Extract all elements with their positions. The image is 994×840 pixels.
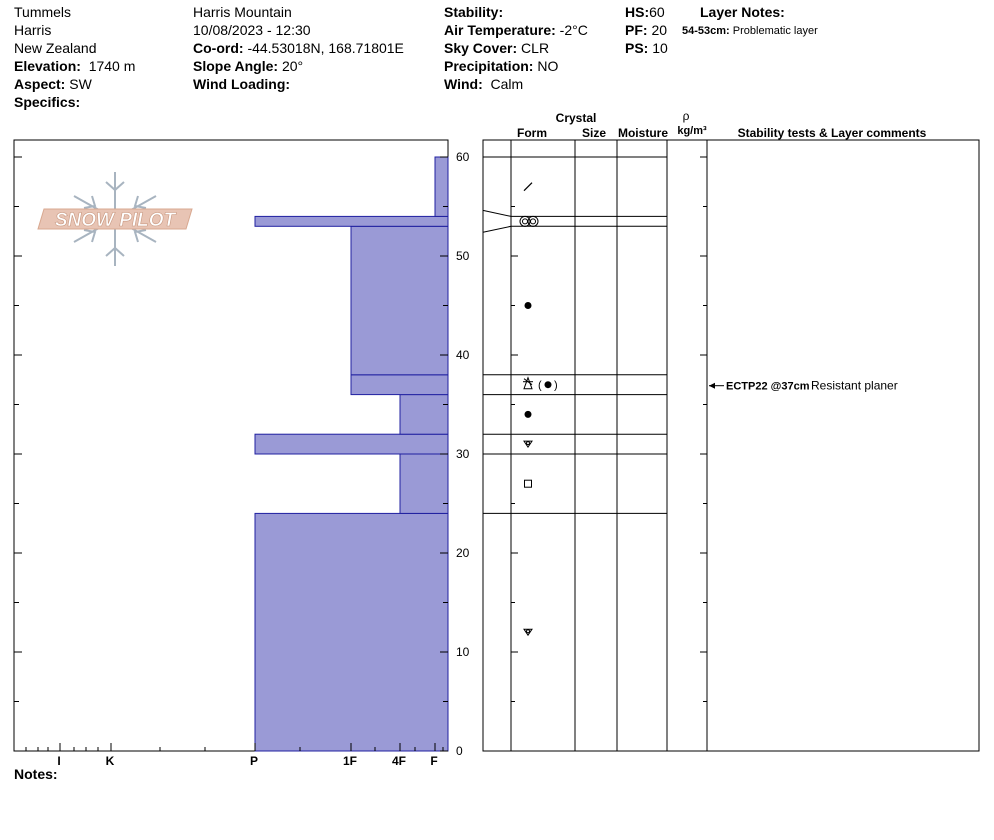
crystal-form-icon bbox=[525, 411, 532, 418]
hs-label: HS: bbox=[625, 4, 650, 20]
pf-value: 20 bbox=[651, 22, 668, 38]
location-name: Harris Mountain bbox=[193, 4, 292, 20]
notes-label: Notes: bbox=[14, 766, 58, 782]
slope-value: 20° bbox=[281, 58, 304, 74]
crystal-form-icon bbox=[523, 378, 558, 392]
hardness-bar bbox=[255, 513, 448, 751]
column-size: Size bbox=[581, 126, 607, 140]
crystal-form-icon bbox=[524, 441, 532, 447]
layer-connector bbox=[483, 210, 511, 216]
hardness-bars bbox=[255, 157, 448, 751]
column-crystal: Crystal bbox=[555, 111, 597, 125]
ps-label: PS: bbox=[625, 40, 649, 56]
country-name: New Zealand bbox=[14, 40, 97, 56]
observer-name: Tummels bbox=[14, 4, 72, 20]
stability-tests bbox=[709, 379, 898, 393]
layer-notes-label: Layer Notes: bbox=[700, 4, 785, 20]
hardness-tick-label: 1F bbox=[342, 754, 358, 768]
hardness-tick-label: I bbox=[57, 754, 61, 768]
crystal-form-icon bbox=[525, 302, 532, 309]
logo-text: SNOW PILOT bbox=[54, 210, 176, 231]
pf-label: PF: bbox=[625, 22, 648, 38]
layer-note-range: 54-53cm: bbox=[682, 25, 730, 37]
depth-tick-label: 40 bbox=[456, 348, 470, 362]
svg-text:): ) bbox=[554, 379, 558, 392]
stability-label: Stability: bbox=[444, 4, 504, 20]
depth-tick-label: 30 bbox=[456, 447, 470, 461]
specifics-label: Specifics: bbox=[14, 94, 81, 110]
aspect-value: SW bbox=[69, 76, 92, 92]
svg-text:(: ( bbox=[538, 379, 542, 392]
hardness-tick-label: P bbox=[249, 754, 259, 768]
wind-label: Wind: bbox=[444, 76, 483, 92]
sky-value: CLR bbox=[521, 40, 550, 56]
air-temp-value: -2°C bbox=[559, 22, 588, 38]
depth-tick-label: 60 bbox=[456, 150, 470, 164]
hardness-bar bbox=[400, 454, 448, 513]
crystal-form-icon bbox=[520, 216, 538, 226]
observation-datetime: 10/08/2023 - 12:30 bbox=[193, 22, 311, 38]
sky-label: Sky Cover: bbox=[444, 40, 518, 56]
elevation-label: Elevation: bbox=[14, 58, 81, 74]
hardness-bar bbox=[255, 434, 448, 454]
depth-tick-label: 0 bbox=[456, 744, 463, 758]
air-temp-label: Air Temperature: bbox=[444, 22, 556, 38]
hardness-bar bbox=[351, 375, 448, 395]
wind-value: Calm bbox=[490, 76, 524, 92]
precip-value: NO bbox=[537, 58, 559, 74]
stability-test-comment: Resistant planer bbox=[811, 378, 898, 393]
crystal-form-icon bbox=[525, 480, 532, 487]
arrow-icon bbox=[709, 383, 715, 389]
crystal-form-icon bbox=[524, 629, 532, 635]
hardness-tick-label: 4F bbox=[391, 754, 407, 768]
hardness-tick-label: K bbox=[105, 754, 115, 768]
depth-tick-label: 10 bbox=[456, 645, 470, 659]
hardness-bar bbox=[351, 226, 448, 374]
precip-label: Precipitation: bbox=[444, 58, 534, 74]
coord-value: -44.53018N, 168.71801E bbox=[247, 40, 404, 56]
depth-tick-label: 50 bbox=[456, 249, 470, 263]
hardness-bar bbox=[435, 157, 448, 216]
hardness-bar bbox=[400, 395, 448, 435]
stability-test-code: ECTP22 @37cm bbox=[726, 380, 810, 393]
coord-label: Co-ord: bbox=[193, 40, 244, 56]
ps-value: 10 bbox=[652, 40, 668, 56]
aspect-label: Aspect: bbox=[14, 76, 66, 92]
column-rho: ρ bbox=[682, 109, 690, 123]
table-depth-ticks bbox=[511, 157, 707, 702]
crystal-forms bbox=[520, 183, 558, 636]
column-form: Form bbox=[517, 126, 547, 140]
column-density-unit: kg/m³ bbox=[677, 125, 707, 137]
hardness-tick-label: F bbox=[430, 754, 438, 768]
slope-label: Slope Angle: bbox=[193, 58, 279, 74]
column-stability: Stability tests & Layer comments bbox=[737, 126, 927, 140]
hardness-bar bbox=[255, 216, 448, 226]
elevation-value: 1740 m bbox=[88, 58, 136, 74]
snowpilot-logo bbox=[38, 172, 192, 266]
column-moisture: Moisture bbox=[617, 126, 669, 140]
range-name: Harris bbox=[14, 22, 52, 38]
layer-table-frame bbox=[483, 140, 979, 751]
hs-value: 60 bbox=[649, 4, 665, 20]
layer-connector bbox=[483, 226, 511, 232]
crystal-form-icon bbox=[524, 183, 532, 191]
layer-note-text: Problematic layer bbox=[732, 25, 818, 37]
depth-tick-label: 20 bbox=[456, 546, 470, 560]
wind-loading-label: Wind Loading: bbox=[193, 76, 291, 92]
